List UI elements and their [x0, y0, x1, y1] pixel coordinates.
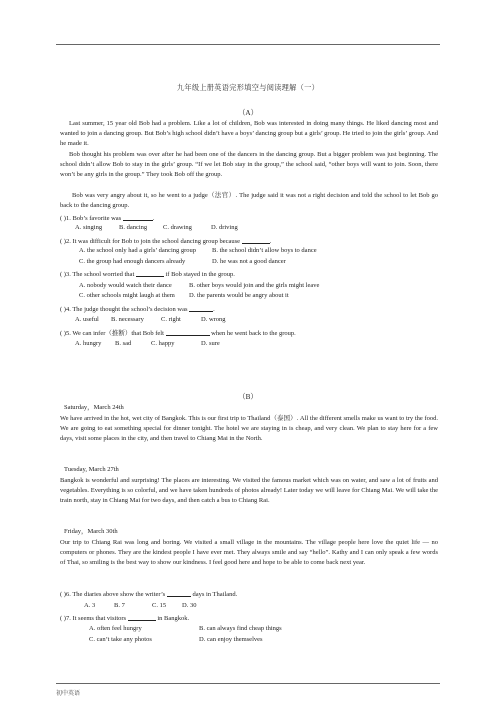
option-c: C. right	[161, 316, 181, 323]
answer-blank	[123, 213, 153, 221]
option-d: D. he was not a good dancer	[212, 258, 286, 265]
option-c: C. happy	[151, 340, 175, 347]
answer-blank	[128, 613, 156, 621]
option-d: D. wrong	[201, 316, 226, 323]
question-stem-end: .	[269, 238, 272, 245]
question-stem-end: if Bob stayed in the group.	[165, 271, 235, 278]
option-b: B. 7	[114, 602, 125, 609]
question-3	[60, 269, 235, 280]
option-b: B. the school didn’t allow boys to dance	[212, 247, 317, 254]
page-title: 九年级上册英语完形填空与阅读理解（一）	[176, 84, 320, 92]
diary-entry-2: Bangkok is wonderful and surprising! The places are interesting. We visited the famous market which was on water, and saw a lot of fruits and vegetables. Everything is so colorful, and we have taken hundreds of photos already! Later today we will leave for Chiang Mai. We will take the train north, stay in Chiang Mai for two days, and then catch a bus to Chiang Rai.	[60, 477, 438, 505]
passage-a-paragraph-2: Bob thought his problem was over after he had been one of the dancers in the dancing group. But a bigger problem was just beginning. The school didn’t allow Bob to stay in the girls’ group. “If we let Bob stay in the group,” the school said, “other boys will want to join. Soon, there won’t be any girls in the group.” They took Bob off the group.	[60, 151, 438, 179]
option-b: B. other boys would join and the girls might leave	[189, 282, 320, 289]
question-stem-end: days in Thailand.	[192, 591, 238, 598]
diary-date-1: Saturday，March 24th	[64, 404, 124, 411]
question-stem-end: in Bangkok.	[157, 615, 190, 622]
diary-entry-1: We have arrived in the hot, wet city of Bangkok. This is our first trip to Thailand（泰国）. All the different smells make us want to try the food. We are going to eat something special for dinner tonight. The hotel we are staying in is cheap, and very clean. We plan to stay here for a few days, visit some places in the city, and then travel to Chiang Mai in the North.	[60, 415, 438, 443]
header-rule	[56, 44, 440, 45]
answer-blank	[242, 236, 270, 244]
question-2-options-row-1	[79, 246, 317, 256]
question-7-options-row-1	[89, 624, 282, 634]
option-b: B. necessary	[111, 316, 144, 323]
question-stem: ( )2. It was difficult for Bob to join the school dancing group because	[60, 238, 241, 245]
diary-date-2: Tuesday, March 27th	[64, 466, 119, 473]
option-c: C. can’t take any photos	[89, 636, 152, 643]
question-stem: ( )7. It seems that visitors	[60, 615, 127, 622]
question-stem: ( )3. The school worried that	[60, 271, 135, 278]
section-a-label: （A）	[238, 109, 258, 117]
option-a: A. 3	[84, 602, 96, 609]
option-d: D. 30	[182, 602, 197, 609]
footer-label: 初中英语	[56, 691, 81, 697]
question-stem: ( )5. We can infer（推断）that Bob felt	[60, 330, 164, 337]
question-5	[60, 328, 296, 339]
question-6	[60, 589, 237, 600]
question-4-options	[75, 315, 226, 325]
option-c: C. the group had enough dancers already	[79, 258, 186, 265]
option-c: C. 15	[152, 602, 167, 609]
question-stem-end: .	[213, 306, 215, 313]
diary-date-3: Friday，March 30th	[64, 528, 118, 535]
question-stem-end: .	[152, 215, 155, 222]
passage-a-paragraph-3: Bob was very angry about it, so he went to a judge（法官）. The judge said it was not a right decision and told the school to let Bob go back to the dancing group.	[60, 192, 438, 210]
footer-rule	[56, 683, 440, 684]
passage-a-paragraph-1: Last summer, 15 year old Bob had a problem. Like a lot of children, Bob was interested in doing many things. He liked dancing most and wanted to join a dancing group. But Bob’s high school didn’t have a boys’ dancing group but a girls’ group. He tried to join the girls’ group. And he made it.	[60, 120, 438, 148]
diary-entry-3: Our trip to Chiang Rai was long and boring. We visited a small village in the mountains. The village people here love the quiet life — no computers or phones. They are the kindest people I have ever met. They always smile and say “hello”. Kathy and I can only speak a few words of Thai, so smiling is the best way to show our kindness. I feel good here and hope to be able to come back next year.	[60, 539, 438, 567]
question-stem: ( )4. The judge thought the school’s decision was	[60, 306, 188, 313]
option-c: C. drawing	[163, 224, 192, 231]
question-7	[60, 613, 189, 624]
answer-blank	[166, 328, 210, 336]
answer-blank	[136, 269, 164, 277]
question-stem: ( )1. Bob’s favorite was	[60, 215, 122, 222]
question-stem-end: when he went back to the group.	[211, 330, 296, 337]
option-b: B. sad	[115, 340, 132, 347]
option-c: C. other schools might laugh at them	[79, 292, 175, 299]
option-d: D. sure	[201, 340, 220, 347]
question-1-options	[75, 223, 238, 233]
option-d: D. can enjoy themselves	[199, 636, 263, 643]
answer-blank	[167, 589, 191, 597]
option-d: D. the parents would be angry about it	[189, 292, 289, 299]
option-b: B. dancing	[119, 224, 148, 231]
question-6-options	[84, 601, 196, 611]
question-7-options-row-2	[89, 635, 263, 645]
option-d: D. driving	[211, 224, 238, 231]
option-a: A. the school only had a girls’ dancing group	[79, 247, 197, 254]
question-2-options-row-2	[79, 257, 286, 267]
answer-blank	[189, 304, 213, 312]
option-a: A. useful	[75, 316, 99, 323]
question-4	[60, 304, 215, 315]
option-a: A. hungry	[75, 340, 102, 347]
option-a: A. often feel hungry	[89, 625, 142, 632]
option-a: A. singing	[75, 224, 103, 231]
section-b-label: （B）	[238, 393, 258, 401]
question-3-options-row-2	[79, 291, 289, 301]
option-b: B. can always find cheap things	[199, 625, 282, 632]
question-stem: ( )6. The diaries above show the writer’s	[60, 591, 166, 598]
question-3-options-row-1	[79, 281, 319, 291]
question-5-options	[75, 339, 220, 349]
option-a: A. nobody would watch their dance	[79, 282, 172, 289]
